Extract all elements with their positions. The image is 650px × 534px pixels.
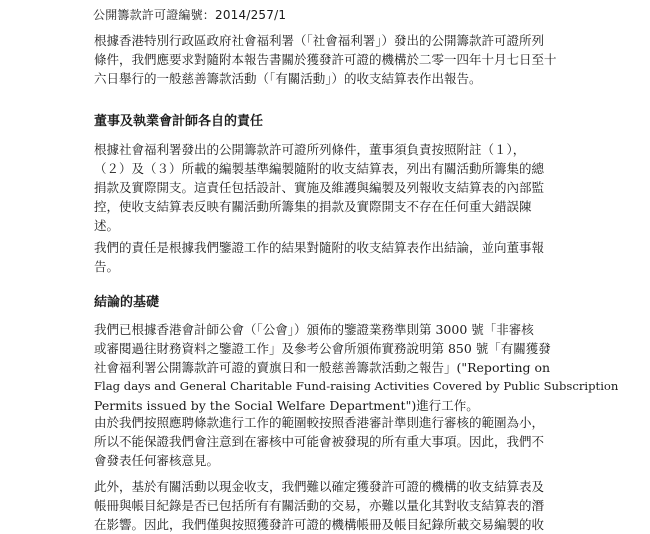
section-heading-responsibilities: 董事及執業會計師各自的責任 <box>94 114 264 129</box>
scope-paragraph <box>94 413 564 470</box>
paragraph-line: 或審閱過往財務資料之鑒證工作」及參考公會所頒佈實務說明第 850 號「有關獲發 <box>94 341 551 356</box>
paragraph-line: 根據香港特別行政區政府社會福利署（「社會福利署」）發出的公開籌款許可證所列 <box>94 33 545 48</box>
paragraph-line: 會發表任何審核意見。 <box>94 453 220 468</box>
paragraph-line: 社會福利署公開籌款許可證的賣旗日和一般慈善籌款活動之報告」("Reporting on <box>94 360 551 375</box>
paragraph-line: 所以不能保證我們會注意到在審核中可能會被發現的所有重大事項。因此，我們不 <box>94 434 545 449</box>
responsibilities-paragraph <box>94 140 564 235</box>
paragraph-line: 我們已根據香港會計師公會（「公會」）頒佈的鑒證業務準則第 3000 號「非審核 <box>94 322 534 337</box>
paragraph-line: 帳冊與帳目紀錄是否已包括所有有關活動的交易，亦難以量化其對收支結算表的潛 <box>94 498 545 513</box>
paragraph-line: 由於我們按照應聘條款進行工作的範圍較按照香港審計準則進行審核的範圍為小， <box>94 415 545 430</box>
paragraph-line: 此外，基於有關活動以現金收支，我們難以確定獲發許可證的機構的收支結算表及 <box>94 479 545 494</box>
intro-paragraph <box>94 31 564 88</box>
paragraph-line: 述。 <box>94 218 120 233</box>
basis-paragraph <box>94 320 619 415</box>
paragraph-line: 我們的責任是根據我們鑒證工作的結果對隨附的收支結算表作出結論，並向董事報 <box>94 240 545 255</box>
paragraph-line: 告。 <box>94 259 120 274</box>
section-heading-basis: 結論的基礎 <box>94 295 160 310</box>
paragraph-line: Flag days and General Charitable Fund-raising Activities Covered by Public Subscription <box>94 379 619 393</box>
paragraph-line: 捐款及實際開支。這責任包括設計、實施及維護與編製及列報收支結算表的內部監 <box>94 180 545 195</box>
paragraph-line: Permits issued by the Social Welfare Department")進行工作。 <box>94 398 479 413</box>
paragraph-line: 根據社會福利署發出的公開籌款許可證所列條件，董事須負責按照附註（１）， <box>94 142 526 157</box>
our-responsibility-paragraph <box>94 238 564 276</box>
paragraph-line: 在影響。因此，我們僅與按照獲發許可證的機構帳冊及帳目紀錄所載交易編製的收 <box>94 517 545 532</box>
permit-number: 公開籌款許可證編號：2014/257/1 <box>93 8 287 22</box>
cash-limitation-paragraph <box>94 477 564 534</box>
paragraph-line: （２）及（３）所載的編製基準編製隨附的收支結算表，列出有關活動所籌集的總 <box>94 161 545 176</box>
paragraph-line: 控，使收支結算表反映有關活動所籌集的捐款及實際開支不存在任何重大錯誤陳 <box>94 199 532 214</box>
paragraph-line: 六日舉行的一般慈善籌款活動（「有關活動」）的收支結算表作出報告。 <box>94 71 482 86</box>
paragraph-line: 條件，我們應要求對隨附本報告書關於獲發許可證的機構於二零一四年十月七日至十 <box>94 52 557 67</box>
